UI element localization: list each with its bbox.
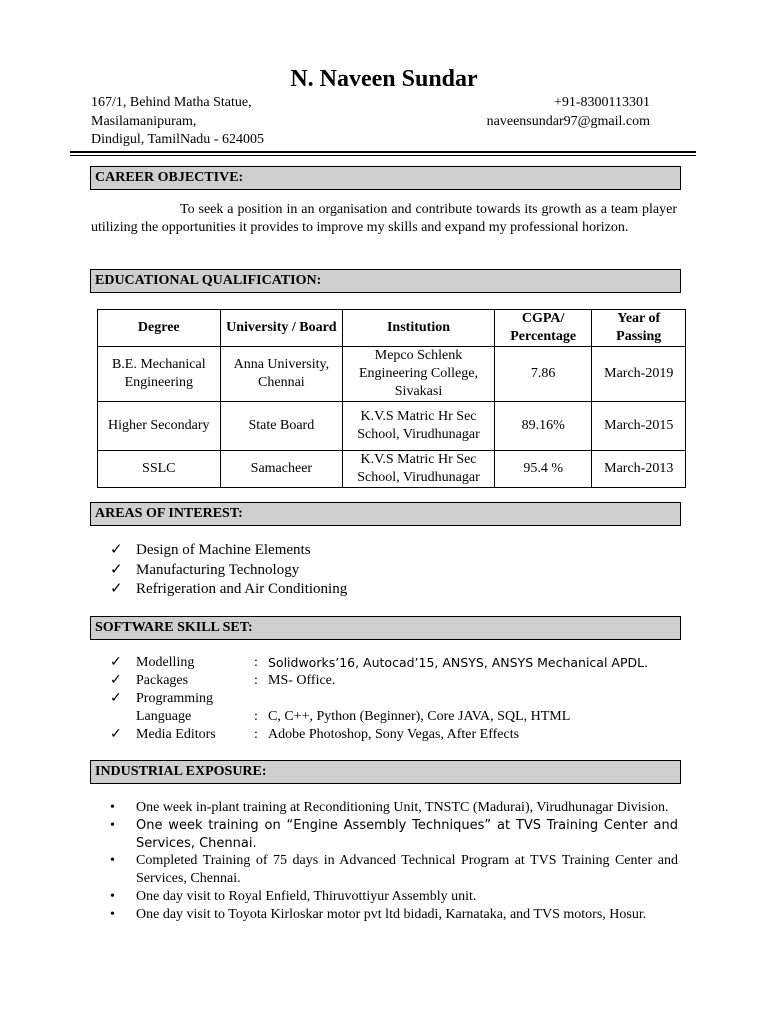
table-row xyxy=(98,402,686,451)
table-cell: March-2013 xyxy=(592,451,686,488)
section-heading-software: SOFTWARE SKILL SET: xyxy=(90,616,681,640)
table-cell: 7.86 xyxy=(494,347,592,402)
skill-colon xyxy=(254,690,268,708)
list-item xyxy=(110,799,678,817)
table-cell: K.V.S Matric Hr Sec School, Virudhunagar xyxy=(343,402,495,451)
check-icon: ✓ xyxy=(110,542,123,558)
list-item xyxy=(110,561,347,581)
column-header-year: Year of Passing xyxy=(592,310,686,347)
phone-number: +91-8300113301 xyxy=(553,95,650,110)
column-header-university: University / Board xyxy=(220,310,343,347)
address-line: Dindigul, TamilNadu - 624005 xyxy=(91,132,264,147)
check-icon: ✓ xyxy=(110,691,122,706)
column-header-institution: Institution xyxy=(343,310,495,347)
list-item xyxy=(110,888,678,906)
table-cell: Samacheer xyxy=(220,451,343,488)
table-cell: Mepco Schlenk Engineering College, Sivakasi xyxy=(343,347,495,402)
bullet-icon: • xyxy=(110,800,115,815)
table-cell: B.E. Mechanical Engineering xyxy=(98,347,221,402)
resume-name: N. Naveen Sundar xyxy=(290,66,478,92)
address-line: 167/1, Behind Matha Statue, xyxy=(91,95,252,110)
list-item xyxy=(110,708,648,726)
skill-value: MS- Office. xyxy=(268,673,336,688)
check-icon: ✓ xyxy=(110,581,123,598)
list-item xyxy=(110,541,347,561)
section-heading-career-objective: CAREER OBJECTIVE: xyxy=(90,166,681,190)
exposure-text: Completed Training of 75 days in Advanced Technical Program at TVS Training Center and Services, Chennai. xyxy=(136,853,678,887)
skill-label: Packages xyxy=(136,673,189,688)
list-item xyxy=(110,852,678,888)
header-divider-thick xyxy=(70,151,696,153)
skill-colon: : xyxy=(254,655,258,670)
table-header-row xyxy=(98,310,686,347)
exposure-text: One week training on “Engine Assembly Techniques” at TVS Training Center and Services, Chennai. xyxy=(136,817,678,851)
list-item xyxy=(110,580,347,600)
table-cell: Higher Secondary xyxy=(98,402,221,451)
exposure-text: One day visit to Royal Enfield, Thiruvottiyur Assembly unit. xyxy=(136,888,477,904)
check-icon: ✓ xyxy=(110,727,122,742)
skill-colon: : xyxy=(254,673,258,688)
skill-value: C, C++, Python (Beginner), Core JAVA, SQL, HTML xyxy=(268,709,571,724)
skill-label: Language xyxy=(136,709,192,724)
interest-label: Manufacturing Technology xyxy=(136,561,300,578)
section-heading-industrial: INDUSTRIAL EXPOSURE: xyxy=(90,760,681,784)
interest-label: Design of Machine Elements xyxy=(136,542,311,558)
header-divider-thin xyxy=(70,155,696,156)
list-item xyxy=(110,906,678,924)
table-row xyxy=(98,347,686,402)
bullet-icon: • xyxy=(110,888,115,904)
list-item xyxy=(110,726,648,744)
objective-text xyxy=(91,201,677,237)
table-cell: March-2015 xyxy=(592,402,686,451)
list-item xyxy=(110,690,648,708)
list-item xyxy=(110,817,678,853)
address-line: Masilamanipuram, xyxy=(91,113,197,129)
interests-list xyxy=(110,541,347,600)
exposure-text: One week in-plant training at Reconditioning Unit, TNSTC (Madurai), Virudhunagar Division. xyxy=(136,800,669,815)
table-row xyxy=(98,451,686,488)
interest-label: Refrigeration and Air Conditioning xyxy=(136,581,348,598)
table-cell: 89.16% xyxy=(494,402,592,451)
email-address[interactable]: naveensundar97@gmail.com xyxy=(486,113,650,129)
section-heading-education: EDUCATIONAL QUALIFICATION: xyxy=(90,269,681,293)
check-icon: ✓ xyxy=(110,561,123,578)
table-cell: K.V.S Matric Hr Sec School, Virudhunagar xyxy=(343,451,495,488)
table-cell: March-2019 xyxy=(592,347,686,402)
bullet-icon: • xyxy=(110,853,115,869)
section-heading-interests: AREAS OF INTEREST: xyxy=(90,502,681,526)
column-header-degree: Degree xyxy=(98,310,221,347)
education-table xyxy=(97,309,686,488)
software-skills-list xyxy=(110,654,648,744)
skill-label: Programming xyxy=(136,691,213,706)
skill-colon: : xyxy=(254,727,258,742)
table-cell: SSLC xyxy=(98,451,221,488)
objective-paragraph: To seek a position in an organisation and contribute towards its growth as a team player utilizing the opportunities it provides to improve my skills and expand my professional horizon. xyxy=(91,202,677,235)
table-cell: State Board xyxy=(220,402,343,451)
list-item xyxy=(110,654,648,672)
contact-block xyxy=(487,94,650,131)
address-block xyxy=(91,94,264,150)
bullet-icon: • xyxy=(110,817,115,833)
exposure-text: One day visit to Toyota Kirloskar motor pvt ltd bidadi, Karnataka, and TVS motors, Hosur. xyxy=(136,906,647,922)
bullet-icon: • xyxy=(110,906,115,922)
skill-label: Modelling xyxy=(136,655,195,670)
skill-label: Media Editors xyxy=(136,727,216,742)
skill-colon: : xyxy=(254,709,258,724)
column-header-cgpa: CGPA/ Percentage xyxy=(494,310,592,347)
skill-value: Solidworks’16, Autocad’15, ANSYS, ANSYS Mechanical APDL. xyxy=(268,655,649,670)
list-indent xyxy=(110,708,136,726)
check-icon: ✓ xyxy=(110,655,122,670)
table-cell: Anna University, Chennai xyxy=(220,347,343,402)
list-item xyxy=(110,672,648,690)
check-icon: ✓ xyxy=(110,673,122,688)
table-cell: 95.4 % xyxy=(494,451,592,488)
industrial-exposure-list xyxy=(110,799,678,924)
skill-value: Adobe Photoshop, Sony Vegas, After Effects xyxy=(268,727,520,742)
